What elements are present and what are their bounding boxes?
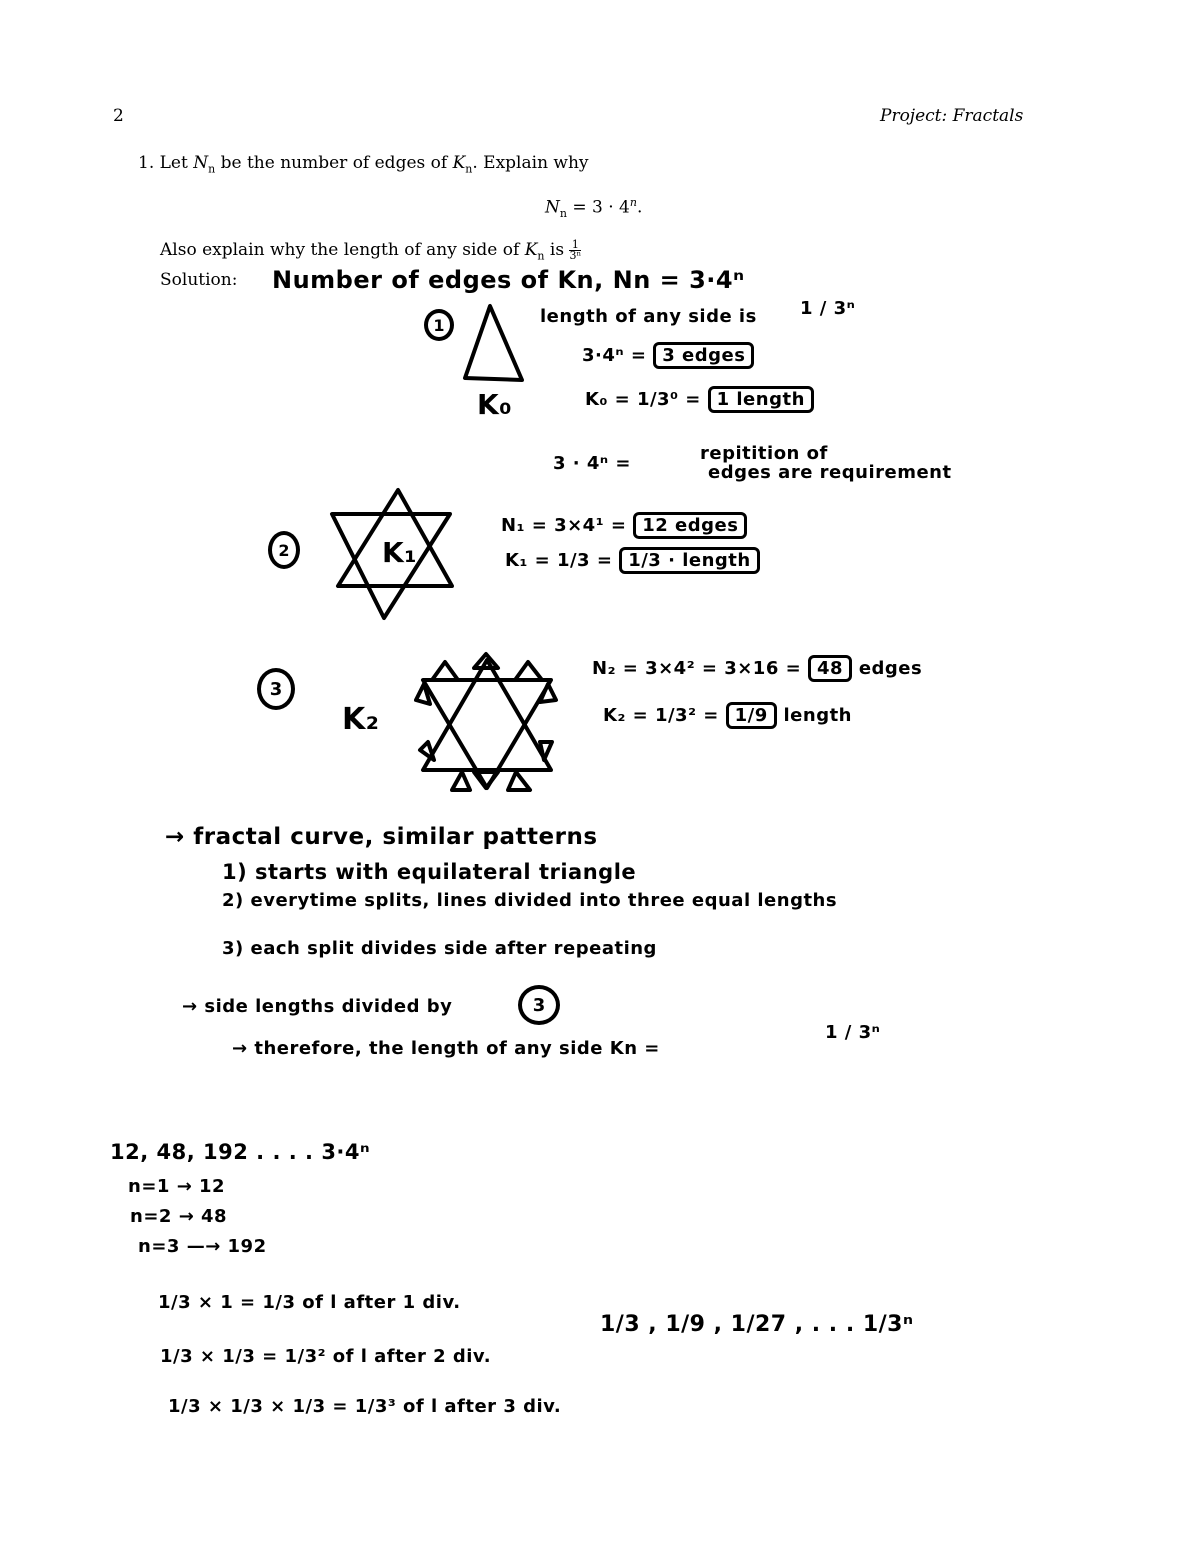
k2-fractal-star: [416, 654, 556, 790]
hw-n2-edges-box: 48: [808, 655, 852, 682]
hw-k0-length-eq: K₀ = 1/3⁰ = 1 length: [585, 389, 814, 410]
hw-note-6-fraction: 1 / 3ⁿ: [825, 1022, 881, 1043]
hw-k0-edges-box: 3 edges: [653, 342, 754, 369]
hw-k1-length-box: 1/3 · length: [619, 547, 760, 574]
hw-k2-label: K₂: [342, 702, 380, 737]
hw-repetition-1: repitition of: [700, 443, 828, 464]
hw-k1-label: K₁: [382, 536, 417, 569]
hw-k2-length-box: 1/9: [726, 702, 777, 729]
hw-k0-edges-eq: 3·4ⁿ = 3 edges: [582, 345, 754, 366]
hw-k2-length-eq: K₂ = 1/3² = 1/9 length: [603, 705, 852, 726]
problem-number: 1.: [138, 153, 155, 173]
hw-n2-eq: N₂ = 3×4² = 3×16 = 48 edges: [592, 658, 922, 679]
hw-division-2: 1/3 × 1/3 = 1/3² of l after 2 div.: [160, 1346, 492, 1367]
hw-sequence-n3: n=3 —→ 192: [138, 1236, 267, 1257]
solution-label: Solution:: [160, 270, 238, 290]
k0-triangle: [465, 306, 522, 380]
hw-division-1: 1/3 × 1 = 1/3 of l after 1 div.: [158, 1292, 461, 1313]
hw-note-5: → side lengths divided by: [182, 996, 453, 1017]
hw-circled-2: 2: [268, 531, 300, 569]
hw-circled-3: 3: [257, 668, 295, 710]
hw-sequence-top: 12, 48, 192 . . . . 3·4ⁿ: [110, 1140, 371, 1164]
page-title: Project: Fractals: [880, 106, 1024, 126]
hw-note-4: 3) each split divides side after repeating: [222, 938, 657, 959]
also-explain-text: Also explain why the length of any side of $K_n$ is $\frac{1}{\text{3ⁿ}}$: [160, 238, 582, 263]
hw-line-edges: Number of edges of Kn, Nn = 3·4ⁿ: [272, 266, 745, 294]
hw-fraction-1-3n: 1 / 3ⁿ: [800, 298, 856, 319]
hw-circled-divisor: 3: [518, 985, 560, 1025]
hw-note-1: → fractal curve, similar patterns: [165, 824, 598, 850]
hw-note-3: 2) everytime splits, lines divided into three equal lengths: [222, 890, 838, 911]
hw-sequence-n2: n=2 → 48: [130, 1206, 228, 1227]
hw-k0-length-box: 1 length: [708, 386, 814, 413]
printed-fraction: $\frac{1}{\text{3ⁿ}}$: [569, 238, 582, 262]
hw-division-3: 1/3 × 1/3 × 1/3 = 1/3³ of l after 3 div.: [168, 1396, 562, 1417]
hw-k1-length-eq: K₁ = 1/3 = 1/3 · length: [505, 550, 760, 571]
hw-fraction-sequence: 1/3 , 1/9 , 1/27 , . . . 1/3ⁿ: [600, 1312, 914, 1337]
problem-statement: 1. Let $N_n$ be the number of edges of $K_n$. Explain why: [138, 153, 589, 176]
hw-circled-1: 1: [424, 309, 454, 341]
k1-star: [332, 490, 452, 618]
hw-k0-label: K₀: [477, 388, 512, 421]
display-formula: $N_n = 3 \cdot 4^n$.: [545, 196, 643, 221]
hw-note-2: 1) starts with equilateral triangle: [222, 860, 637, 884]
hw-repetition-2: edges are requirement: [708, 462, 952, 483]
hw-note-6: → therefore, the length of any side Kn =: [232, 1038, 660, 1059]
hw-n1-eq: N₁ = 3×4¹ = 12 edges: [501, 515, 747, 536]
hw-length-note: length of any side is: [540, 306, 757, 327]
hw-n1-edges-box: 12 edges: [633, 512, 747, 539]
hw-repetition-eq: 3 · 4ⁿ =: [553, 453, 631, 474]
page-number: 2: [113, 106, 124, 126]
hw-sequence-n1: n=1 → 12: [128, 1176, 226, 1197]
